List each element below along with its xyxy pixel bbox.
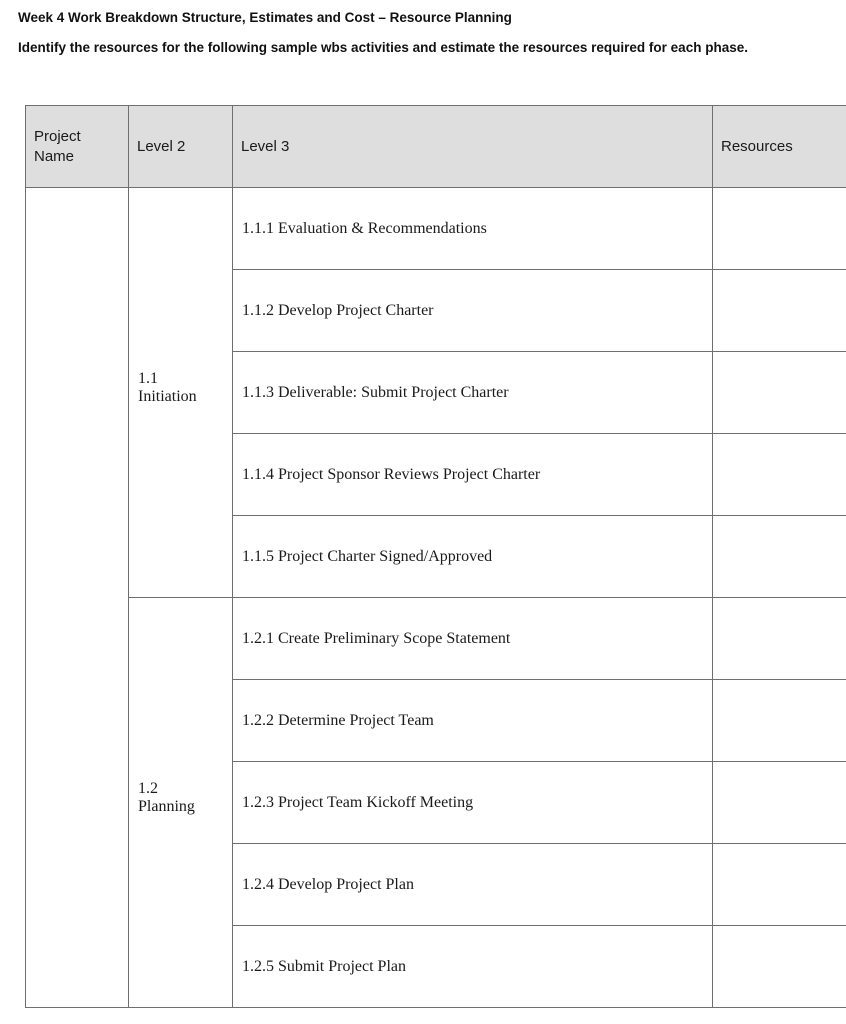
phase-name: Initiation (138, 387, 197, 405)
activity-cell: 1.2.3 Project Team Kickoff Meeting (233, 762, 713, 844)
resources-input-cell[interactable] (713, 188, 846, 270)
resources-input-cell[interactable] (713, 598, 846, 680)
phase-number: 1.2 (138, 779, 158, 797)
activity-cell: 1.1.5 Project Charter Signed/Approved (233, 516, 713, 598)
phase-name: Planning (138, 797, 195, 815)
phase-number: 1.1 (138, 369, 158, 387)
level2-cell-planning (129, 598, 233, 1008)
resources-input-cell[interactable] (713, 434, 846, 516)
resources-input-cell[interactable] (713, 844, 846, 926)
header-level-3: Level 3 (233, 106, 713, 188)
document-instructions: Identify the resources for the following sample wbs activities and estimate the resources required for each phase. (18, 40, 748, 55)
activity-cell: 1.2.4 Develop Project Plan (233, 844, 713, 926)
table-row (26, 188, 846, 270)
resources-input-cell[interactable] (713, 352, 846, 434)
activity-cell: 1.1.4 Project Sponsor Reviews Project Charter (233, 434, 713, 516)
resources-input-cell[interactable] (713, 516, 846, 598)
activity-cell: 1.2.5 Submit Project Plan (233, 926, 713, 1008)
table-header-row (26, 106, 846, 188)
activity-cell: 1.1.1 Evaluation & Recommendations (233, 188, 713, 270)
wbs-table (25, 105, 846, 1008)
activity-cell: 1.2.1 Create Preliminary Scope Statement (233, 598, 713, 680)
level2-cell-initiation (129, 188, 233, 598)
document-title: Week 4 Work Breakdown Structure, Estimates and Cost – Resource Planning (18, 10, 512, 25)
activity-cell: 1.1.2 Develop Project Charter (233, 270, 713, 352)
resources-input-cell[interactable] (713, 270, 846, 352)
table-row (26, 598, 846, 680)
header-resources: Resources (713, 106, 846, 188)
resources-input-cell[interactable] (713, 680, 846, 762)
resources-input-cell[interactable] (713, 762, 846, 844)
header-level-2: Level 2 (129, 106, 233, 188)
activity-cell: 1.1.3 Deliverable: Submit Project Charter (233, 352, 713, 434)
header-project-name: Project Name (26, 106, 129, 188)
activity-cell: 1.2.2 Determine Project Team (233, 680, 713, 762)
project-name-cell (26, 188, 129, 1008)
resources-input-cell[interactable] (713, 926, 846, 1008)
